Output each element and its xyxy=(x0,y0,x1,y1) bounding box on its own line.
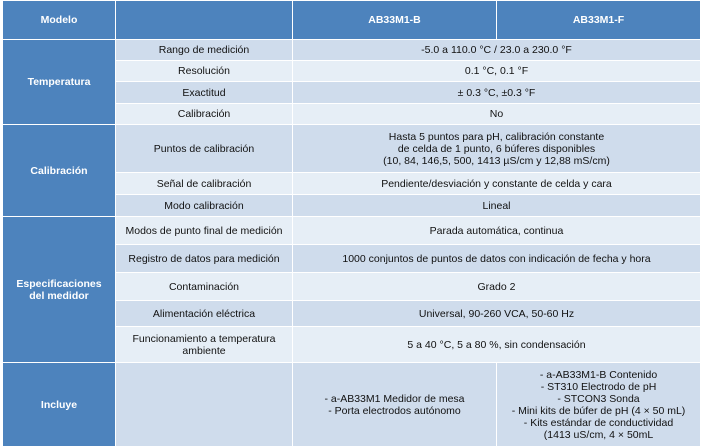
row-label: Modo calibración xyxy=(116,195,293,217)
header-blank xyxy=(116,1,293,40)
incluye-ab33m1-b: - a-AB33M1 Medidor de mesa - Porta electrodos autónomo xyxy=(293,363,497,447)
row-label: Señal de calibración xyxy=(116,173,293,195)
section-temperatura: Temperatura xyxy=(3,40,116,125)
header-ab33m1-b: AB33M1-B xyxy=(293,1,497,40)
row-label: Resolución xyxy=(116,61,293,82)
row-value: No xyxy=(293,104,701,125)
table-row xyxy=(3,125,701,173)
row-value: -5.0 a 110.0 °C / 23.0 a 230.0 °F xyxy=(293,40,701,61)
row-label-blank xyxy=(116,363,293,447)
header-model: Modelo xyxy=(3,1,116,40)
table-row xyxy=(3,363,701,447)
spec-table xyxy=(2,0,701,447)
table-row xyxy=(3,217,701,245)
header-row xyxy=(3,1,701,40)
row-value: Pendiente/desviación y constante de celda y cara xyxy=(293,173,701,195)
section-especificaciones: Especificaciones del medidor xyxy=(3,217,116,363)
row-value: 0.1 °C, 0.1 °F xyxy=(293,61,701,82)
row-label: Registro de datos para medición xyxy=(116,245,293,273)
row-value: 5 a 40 °C, 5 a 80 %, sin condensación xyxy=(293,327,701,363)
row-label: Exactitud xyxy=(116,82,293,104)
header-ab33m1-f: AB33M1-F xyxy=(497,1,701,40)
incluye-ab33m1-f: - a-AB33M1-B Contenido - ST310 Electrodo de pH - STCON3 Sonda - Mini kits de búfer de pH (4 × 50 mL) - Kits estándar de conductividad (1413 uS/cm, 4 × 50mL xyxy=(497,363,701,447)
row-label: Contaminación xyxy=(116,273,293,301)
row-value: 1000 conjuntos de puntos de datos con indicación de fecha y hora xyxy=(293,245,701,273)
section-calibracion: Calibración xyxy=(3,125,116,217)
table-row xyxy=(3,40,701,61)
row-value: Lineal xyxy=(293,195,701,217)
row-label: Modos de punto final de medición xyxy=(116,217,293,245)
row-label: Funcionamiento a temperatura ambiente xyxy=(116,327,293,363)
row-label: Rango de medición xyxy=(116,40,293,61)
row-label: Puntos de calibración xyxy=(116,125,293,173)
row-value: Grado 2 xyxy=(293,273,701,301)
row-value: Hasta 5 puntos para pH, calibración constante de celda de 1 punto, 6 búferes disponibles (10, 84, 146,5, 500, 1413 µS/cm y 12,88 mS/cm) xyxy=(293,125,701,173)
row-label: Alimentación eléctrica xyxy=(116,301,293,327)
row-value: Parada automática, continua xyxy=(293,217,701,245)
row-value: ± 0.3 °C, ±0.3 °F xyxy=(293,82,701,104)
section-incluye: Incluye xyxy=(3,363,116,447)
row-label: Calibración xyxy=(116,104,293,125)
row-value: Universal, 90-260 VCA, 50-60 Hz xyxy=(293,301,701,327)
